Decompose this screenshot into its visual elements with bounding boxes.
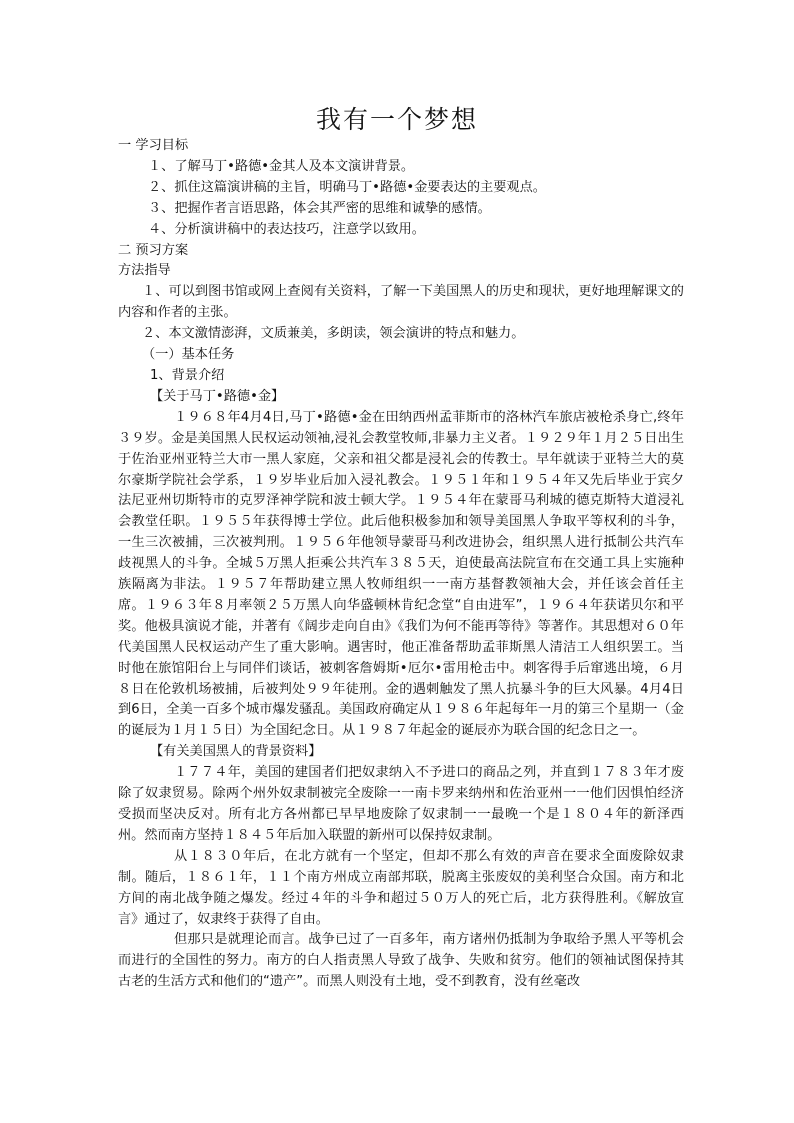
about-king-paragraph: １９６８年4月4日,马丁•路德•金在田纳西州孟菲斯市的洛林汽车旅店被枪杀身亡,终年３９岁。金是美国黑人民权运动领袖,浸礼会教堂牧师,非暴力主义者。１９２９年１月２５日出生于佐治亚州亚特兰大市一黑人家庭，父亲和祖父都是浸礼会的传教士。早年就读于亚特兰大的莫尔豪斯学院社会学系，１９岁毕业后加入浸礼教会。１９５１年和１９５４年又先后毕业于宾夕法尼亚州切斯特市的克罗泽神学院和波士顿大学。１９５４年在蒙哥马利城的德克斯特大道浸礼会教堂任职。１９５５年获得博士学位。此后他积极参加和领导美国黑人争取平等权利的斗争，一生三次被捕，三次被判刑。１９５６年他领导蒙哥马利改进协会，组织黑人进行抵制公共汽车歧视黑人的斗争。全城５万黑人拒乘公共汽车３８５天，迫使最高法院宣布在交通工具上实施种族隔离为非法。１９５７年帮助建立黑人牧师组织一一南方基督教领袖大会，并任该会首任主席。１９６３年８月率领２５万黑人向华盛顿林肯纪念堂“自由进军”，１９６４年获诺贝尔和平奖。他极具演说才能，并著有《阔步走向自由》《我们为何不能再等待》等著作。其思想对６０年代美国黑人民权运动产生了重大影响。遇害时，他正准备帮助孟菲斯黑人清洁工人组织罢工。当时他在旅馆阳台上与同伴们谈话，被刺客詹姆斯•厄尔•雷用枪击中。刺客得手后窜逃出境，６月８日在伦敦机场被捕，后被判处９９年徒刑。金的遇刺触发了黑人抗暴斗争的巨大风暴。4月4日到6日，全美一百多个城市爆发骚乱。美国政府确定从１９８６年起每年一月的第三个星期一（金的诞辰为１月１５日）为全国纪念日。从１９８７年起金的诞辰亦为联合国的纪念日之一。 <box>118 409 684 739</box>
about-king-heading: 【关于马丁•路德•金】 <box>150 388 285 404</box>
section-heading-preview: 二 预习方案 <box>118 242 189 258</box>
black-history-paragraph-1: １７７４年，美国的建国者们把奴隶纳入不予进口的商品之列，并直到１７８３年才废除了奴隶贸易。除两个州外奴隶制被完全废除一一南卡罗来纳州和佐治亚州一一他们因惧怕经济受损而坚决反对。所有北方各州都已早早地废除了奴隶制一一最晚一个是１８０４年的新泽西州。然而南方坚持１８４５年后加入联盟的新州可以保持奴隶制。 <box>118 765 684 843</box>
black-history-paragraph-3: 但那只是就理论而言。战争已过了一百多年，南方诸州仍抵制为争取给予黑人平等机会而进行的全国性的努力。南方的白人指责黑人导致了战争、失败和贫穷。他们的领袖试图保持其古老的生活方式和他们的“遗产”。而黑人则没有土地，受不到教育，没有丝毫改 <box>118 932 684 990</box>
goal-item-2: ２、抓住这篇演讲稿的主旨，明确马丁•路德•金要表达的主要观点。 <box>148 179 546 195</box>
basic-task-heading: （一）基本任务 <box>142 347 235 363</box>
background-heading: 1、背景介绍 <box>150 367 225 383</box>
section-heading-goals: 一 学习目标 <box>118 138 189 153</box>
method-heading: 方法指导 <box>118 263 171 279</box>
page-title: 我有一个梦想 <box>315 105 478 134</box>
goal-item-4: ４、分析演讲稿中的表达技巧，注意学以致用。 <box>148 221 425 237</box>
black-history-heading: 【有关美国黑人的背景资料】 <box>150 744 322 760</box>
method-item-1: １、可以到图书馆或网上查阅有关资料，了解一下美国黑人的历史和现状，更好地理解课文的内容和作者的主张。 <box>118 284 684 321</box>
goal-item-3: ３、把握作者言语思路，体会其严密的思维和诚挚的感情。 <box>148 200 491 216</box>
goal-item-1: １、了解马丁•路德•金其人及本文演讲背景。 <box>148 158 415 174</box>
black-history-paragraph-2: 从１８３０年后，在北方就有一个坚定，但却不那么有效的声音在要求全面废除奴隶制。随后，１８６１年，１１个南方州成立南部邦联，脱离主张废奴的美利坚合众国。南方和北方间的南北战争随之爆发。经过４年的斗争和超过５０万人的死亡后，北方获得胜利。《解放宣言》通过了，奴隶终于获得了自由。 <box>118 848 684 927</box>
method-item-2: ２、本文激情澎湃，文质兼美，多朗读，领会演讲的特点和魅力。 <box>142 326 525 342</box>
document-body <box>118 136 684 993</box>
